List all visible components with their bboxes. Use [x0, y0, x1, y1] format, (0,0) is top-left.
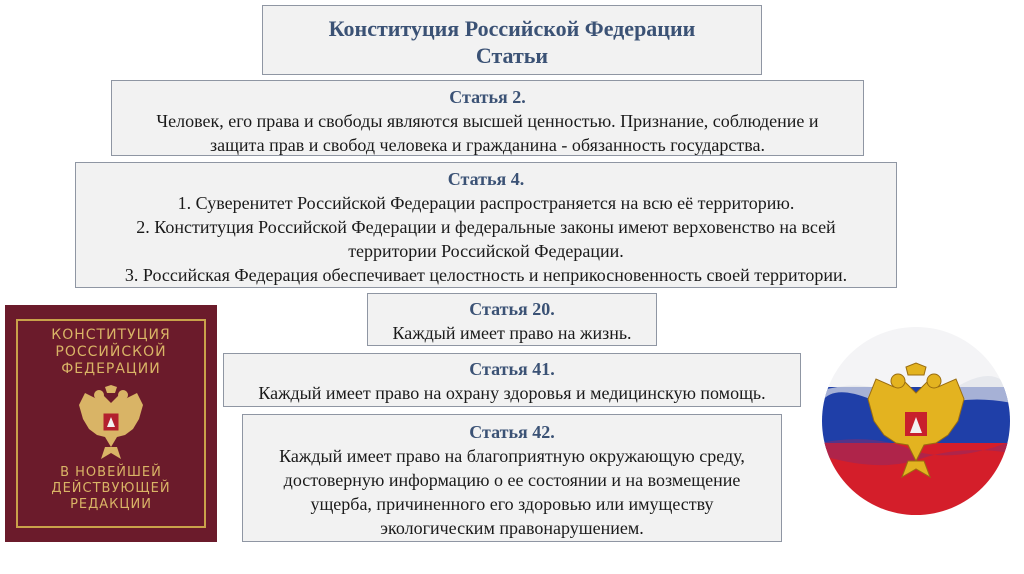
book-title-line: РОССИЙСКОЙ — [55, 344, 167, 360]
article-text-line: 2. Конституция Российской Федерации и федеральные законы имеют верховенство на всей — [136, 217, 836, 237]
constitution-book-image — [5, 305, 217, 542]
double-headed-eagle-emblem-icon — [75, 385, 147, 461]
book-title-line: КОНСТИТУЦИЯ — [51, 327, 171, 343]
book-title — [5, 327, 217, 378]
article-2-box — [111, 80, 864, 156]
article-4-box — [75, 162, 897, 288]
article-text-line: Каждый имеет право на охрану здоровья и медицинскую помощь. — [258, 383, 766, 403]
article-text-line: экологическим правонарушением. — [380, 518, 644, 538]
article-text-line: территории Российской Федерации. — [348, 241, 624, 261]
article-text-line: защита прав и свобод человека и гражданина - обязанность государства. — [209, 135, 766, 155]
article-text-line: Человек, его права и свободы являются высшей ценностью. Признание, соблюдение и — [156, 111, 819, 131]
article-heading: Статья 42. — [469, 422, 555, 442]
book-title-line: ФЕДЕРАЦИИ — [61, 361, 161, 377]
book-subtitle-line: В НОВЕЙШЕЙ — [60, 465, 162, 480]
article-20-box — [367, 293, 657, 346]
book-subtitle-line: ДЕЙСТВУЮЩЕЙ — [51, 481, 171, 496]
article-heading: Статья 4. — [447, 169, 525, 189]
article-text-line: достоверную информацию о ее состоянии и на возмещение — [283, 470, 741, 490]
article-42-box — [242, 414, 782, 542]
article-text-line: Каждый имеет право на жизнь. — [392, 323, 632, 343]
article-text-line: Каждый имеет право на благоприятную окружающую среду, — [279, 446, 745, 466]
russian-flag-coat-of-arms-icon — [820, 325, 1012, 517]
article-text-line: 1. Суверенитет Российской Федерации распространяется на всю её территорию. — [177, 193, 795, 213]
article-heading: Статья 20. — [469, 299, 555, 319]
article-41-box — [223, 353, 801, 407]
article-heading: Статья 41. — [469, 359, 555, 379]
page-title — [262, 5, 762, 75]
book-subtitle — [5, 465, 217, 513]
article-heading: Статья 2. — [449, 87, 526, 107]
title-line-1: Конституция Российской Федерации — [328, 16, 696, 41]
title-line-2: Статьи — [475, 43, 549, 68]
article-text-line: ущерба, причиненного его здоровью или имуществу — [310, 494, 714, 514]
book-subtitle-line: РЕДАКЦИИ — [70, 497, 152, 512]
article-text-line: 3. Российская Федерация обеспечивает целостность и неприкосновенность своей территории. — [124, 265, 848, 285]
